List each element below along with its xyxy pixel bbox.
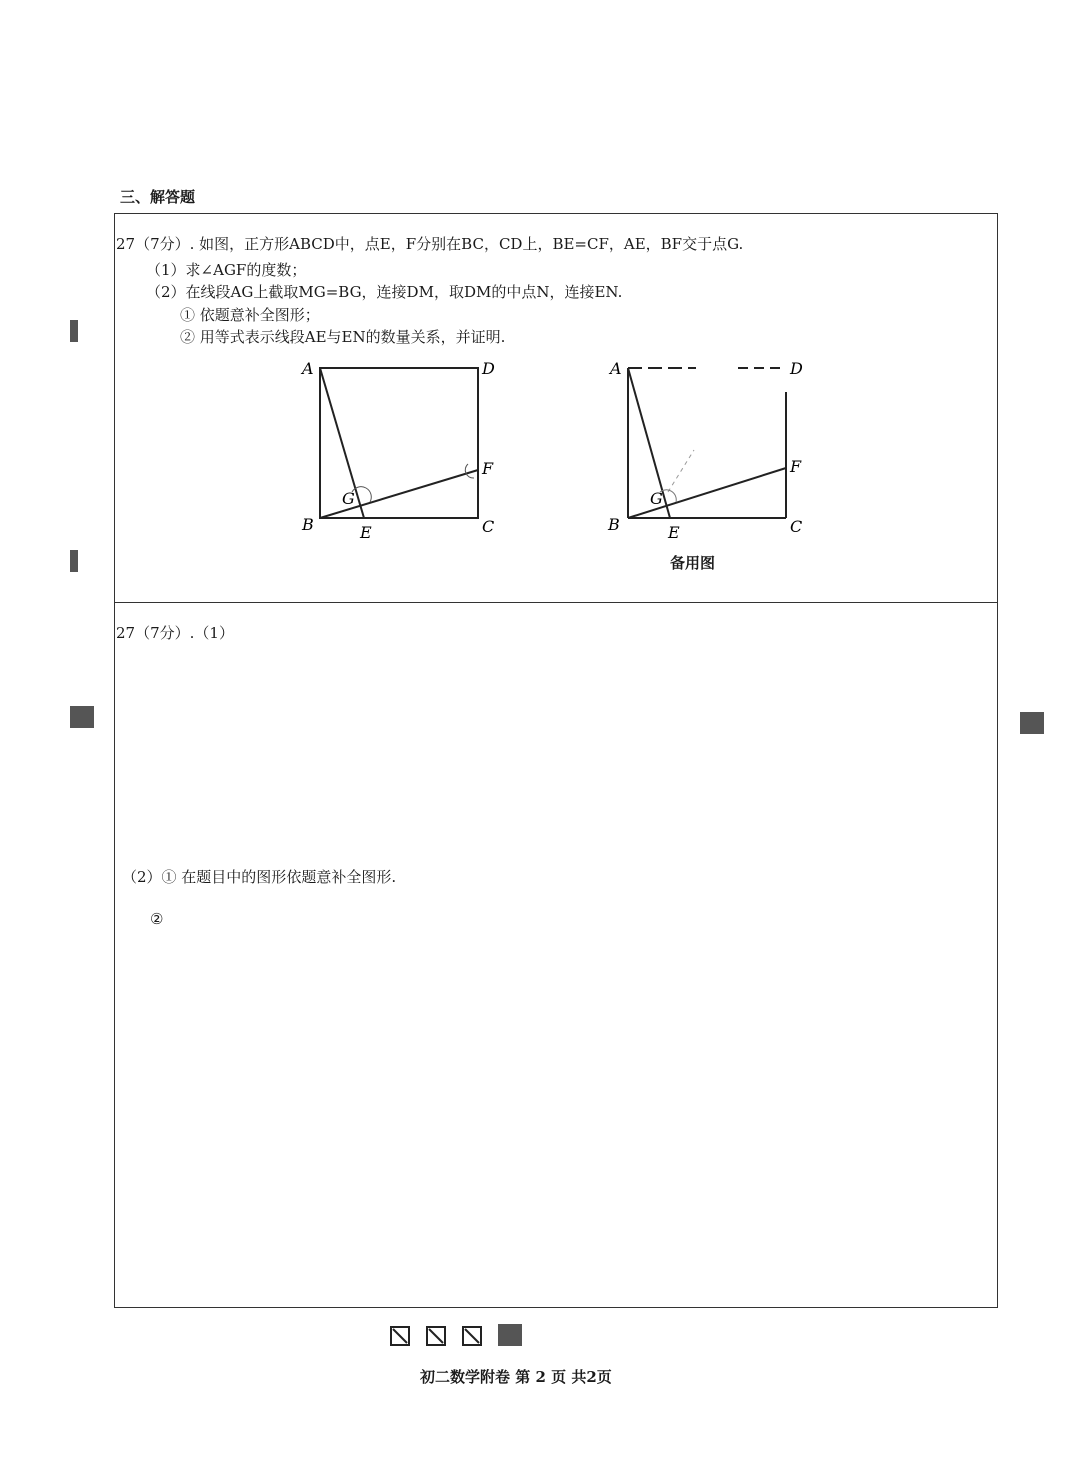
question-part1: （1）求∠AGF的度数； [146, 261, 307, 279]
figure-backup-caption: 备用图 [670, 554, 716, 572]
backup-label-G: G [650, 489, 663, 508]
answer-box [114, 602, 998, 1308]
page-check-box [462, 1326, 482, 1346]
label-B: B [302, 515, 314, 534]
alignment-marker [70, 706, 94, 728]
figure-backup [598, 352, 818, 542]
page-check-box-filled [498, 1324, 522, 1346]
alignment-marker [70, 320, 78, 342]
backup-label-A: A [610, 359, 622, 378]
answer-header: 27（7分）.（1） [116, 624, 234, 642]
answer-part2-line1: （2）① 在题目中的图形依题意补全图形. [122, 868, 397, 886]
label-A: A [302, 359, 314, 378]
answer-part2-line2: ② [150, 910, 164, 928]
label-F: F [482, 459, 494, 478]
section-title: 三、解答题 [120, 188, 196, 206]
backup-label-D: D [790, 359, 803, 378]
page-check-box [390, 1326, 410, 1346]
backup-label-C: C [790, 517, 803, 536]
page-check-box [426, 1326, 446, 1346]
figure-main [290, 352, 510, 542]
question-stem: 27（7分）. 如图，正方形ABCD中，点E，F分别在BC，CD上，BE=CF，AE，BF交于点G. [116, 235, 744, 253]
question-sub1: ① 依题意补全图形； [180, 306, 320, 324]
backup-label-F: F [790, 457, 802, 476]
label-D: D [482, 359, 495, 378]
question-sub2: ② 用等式表示线段AE与EN的数量关系，并证明. [180, 328, 506, 346]
page-footer: 初二数学附卷 第 2 页 共2页 [420, 1368, 612, 1386]
label-G: G [342, 489, 355, 508]
backup-label-E: E [668, 523, 680, 542]
label-E: E [360, 523, 372, 542]
question-part2: （2）在线段AG上截取MG=BG，连接DM，取DM的中点N，连接EN. [146, 283, 623, 301]
backup-label-B: B [608, 515, 620, 534]
alignment-marker [1020, 712, 1044, 734]
alignment-marker [70, 550, 78, 572]
label-C: C [482, 517, 495, 536]
